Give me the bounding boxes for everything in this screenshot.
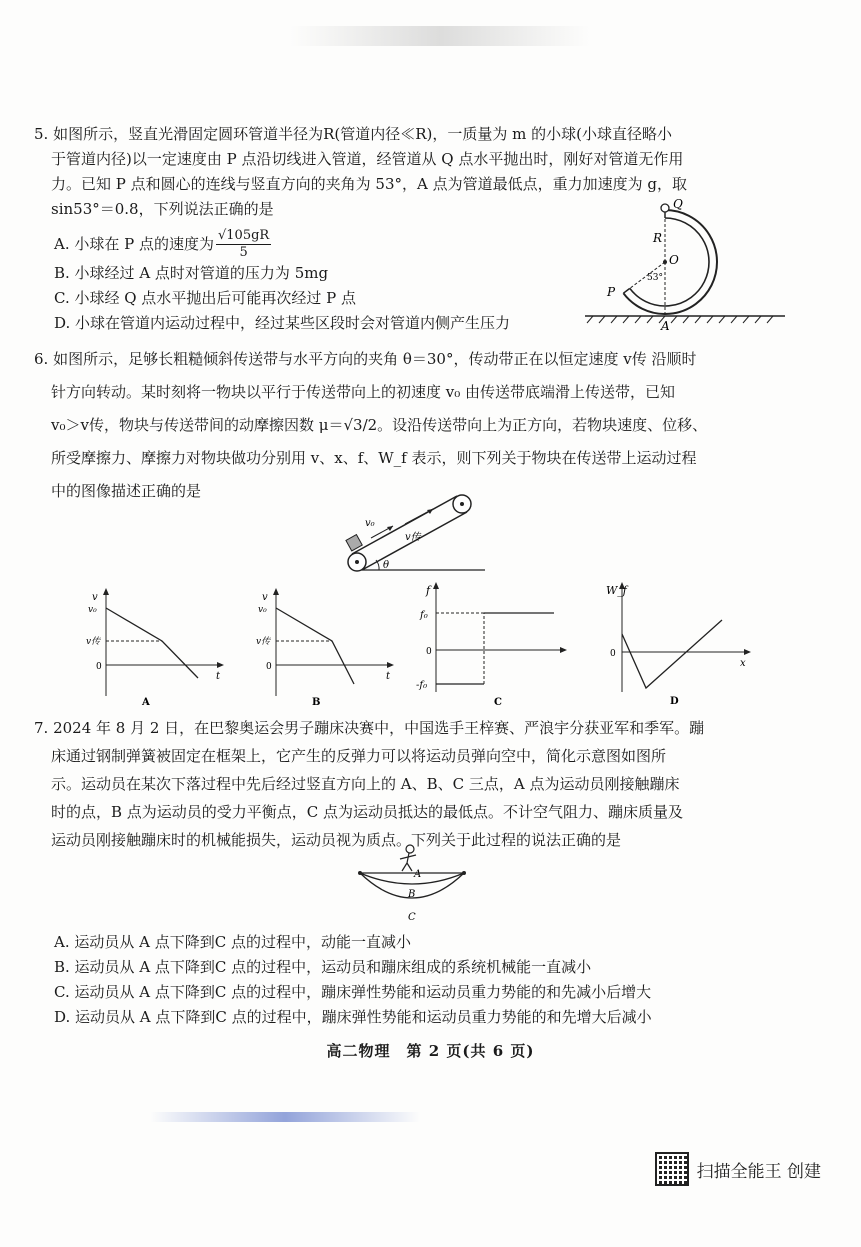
q5-line-2: 于管道内径)以一定速度由 P 点沿切线进入管道，经管道从 Q 点水平抛出时，刚好对管道无作用 (51, 150, 684, 168)
label-b: B (408, 889, 416, 900)
q6-graph-b (256, 586, 396, 711)
graph-d-y-label: W_f (606, 584, 627, 597)
graph-d-label: D (670, 696, 679, 707)
q7-figure-trampoline (354, 845, 474, 925)
graph-a-label: A (142, 697, 150, 708)
page-footer: 高二物理 第 2 页(共 6 页) (326, 1042, 535, 1060)
q7-option-a: A. 运动员从 A 点下降到C 点的过程中，动能一直减小 (54, 933, 411, 951)
q6-graph-a (86, 586, 226, 711)
graph-b-vbelt: v传 (256, 637, 271, 647)
q5-option-b: B. 小球经过 A 点时对管道的压力为 5mg (54, 264, 329, 282)
graph-a-zero: 0 (96, 662, 102, 672)
label-vbelt: v传 (405, 532, 421, 543)
athlete-icon (400, 845, 416, 871)
scanner-watermark (655, 1152, 821, 1186)
label-p: P (607, 285, 616, 299)
qr-code-icon (655, 1152, 689, 1186)
trampoline-mid (360, 873, 464, 884)
label-v0: v₀ (365, 518, 375, 529)
graph-b-curve (276, 608, 354, 684)
q6-line-4: 所受摩擦力、摩擦力对物块做功分别用 v、x、f、W_f 表示，则下列关于物块在传送带上运动过程 (51, 449, 697, 467)
label-theta: θ (383, 560, 390, 571)
label-r: R (653, 231, 663, 245)
graph-b-v0: v₀ (258, 605, 267, 615)
question-6 (34, 343, 794, 508)
label-o: O (669, 253, 679, 267)
q7-line-5: 运动员刚接触蹦床时的机械能损失，运动员视为质点。下列关于此过程的说法正确的是 (51, 831, 622, 849)
q5-line-1: 5. 如图所示，竖直光滑固定圆环管道半径为R(管道内径≪R)，一质量为 m 的小球(小球直径略小 (34, 125, 672, 143)
q5-line-4: sin53°＝0.8，下列说法正确的是 (51, 200, 274, 218)
q6-graph-c (414, 580, 574, 712)
graph-a-v0: v₀ (88, 605, 97, 615)
q7-line-3: 示。运动员在某次下落过程中先后经过竖直方向上的 A、B、C 三点，A 点为运动员刚接触蹦床 (51, 775, 680, 793)
graph-b-x-label: t (386, 671, 391, 682)
q5-option-a-text: A. 小球在 P 点的速度为 (54, 235, 214, 253)
graph-b-label: B (312, 697, 321, 708)
q7-option-c: C. 运动员从 A 点下降到C 点的过程中，蹦床弹性势能和运动员重力势能的和先减小后增大 (54, 983, 652, 1001)
q7-line-1: 7. 2024 年 8 月 2 日，在巴黎奥运会男子蹦床决赛中，中国选手王梓赛、严浪宇分获亚军和季军。蹦 (34, 719, 705, 737)
q6-line-2: 针方向转动。某时刻将一物块以平行于传送带向上的初速度 v₀ 由传送带底端滑上传送带，已知 (51, 383, 676, 401)
ground-hatch (587, 316, 773, 323)
watermark-text: 扫描全能王 创建 (696, 1161, 821, 1182)
question-7 (34, 714, 794, 854)
label-a: A (414, 869, 422, 880)
graph-b-zero: 0 (266, 662, 272, 672)
q7-options (34, 930, 794, 1030)
q6-graph-d (600, 580, 760, 712)
center-o (663, 260, 667, 264)
q6-line-5: 中的图像描述正确的是 (51, 482, 202, 500)
graph-c-label: C (494, 697, 502, 708)
ball-at-q (661, 204, 669, 212)
q5-figure-ring-pipe (585, 196, 785, 336)
graph-c-zero: 0 (426, 647, 432, 657)
graph-a-x-label: t (216, 671, 221, 682)
graph-b-y-label: v (262, 592, 268, 603)
graph-a-y-label: v (92, 592, 98, 603)
q7-option-b: B. 运动员从 A 点下降到C 点的过程中，运动员和蹦床组成的系统机械能一直减小 (54, 958, 592, 976)
q5-option-c: C. 小球经 Q 点水平抛出后可能再次经过 P 点 (54, 289, 356, 307)
q5-line-3: 力。已知 P 点和圆心的连线与竖直方向的夹角为 53°，A 点为管道最低点，重力加速度为 g，取 (51, 175, 687, 193)
q6-line-3: v₀＞v传，物块与传送带间的动摩擦因数 μ＝√3/2。设沿传送带向上为正方向，若物块速度、位移、 (51, 416, 708, 434)
label-c: C (408, 912, 416, 923)
fraction-numerator: √105gR (218, 228, 270, 243)
q7-line-4: 时的点，B 点为运动员的受力平衡点，C 点为运动员抵达的最低点。不计空气阻力、蹦床质量及 (51, 803, 684, 821)
graph-c-neg-f0: -f₀ (416, 680, 428, 691)
fraction-denominator: 5 (239, 245, 248, 260)
graph-a-vbelt: v传 (86, 637, 101, 647)
graph-a-curve (106, 608, 198, 678)
graph-d-x-label: x (740, 658, 746, 669)
q6-figure-conveyor-belt (335, 490, 495, 580)
scan-stain-bottom (150, 1112, 420, 1122)
q7-option-d: D. 运动员从 A 点下降到C 点的过程中，蹦床弹性势能和运动员重力势能的和先增大后减小 (54, 1008, 652, 1026)
q5-option-a-fraction (216, 228, 271, 261)
q6-line-1: 6. 如图所示，足够长粗糙倾斜传送带与水平方向的夹角 θ＝30°，传动带正在以恒定速度 v传 沿顺时 (34, 350, 697, 368)
label-a: A (661, 319, 670, 333)
graph-d-zero: 0 (610, 649, 616, 659)
label-angle: 53° (647, 273, 663, 283)
q5-option-d: D. 小球在管道内运动过程中，经过某些区段时会对管道内侧产生压力 (54, 314, 511, 332)
block (346, 535, 362, 551)
graph-d-curve (622, 620, 722, 688)
graph-c-y-label: f (426, 584, 431, 597)
label-q: Q (673, 197, 683, 211)
q7-line-2: 床通过钢制弹簧被固定在框架上，它产生的反弹力可以将运动员弹向空中，简化示意图如图所 (51, 747, 667, 765)
graph-c-f0: f₀ (420, 610, 428, 621)
scan-stain-top (290, 26, 590, 46)
